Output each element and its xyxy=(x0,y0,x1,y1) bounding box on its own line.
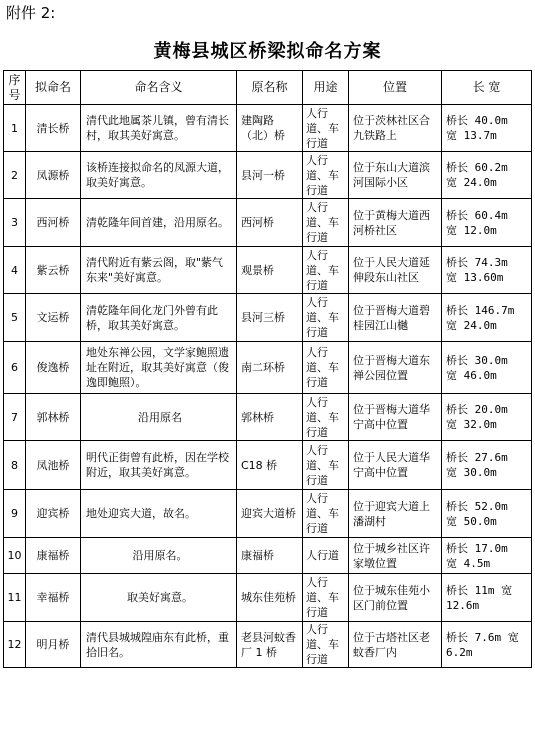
table-row xyxy=(4,490,532,538)
location: 位于人民大道延伸段东山社区 xyxy=(349,247,442,294)
header-size: 长 宽 xyxy=(442,71,532,105)
length: 桥长 60.2m xyxy=(446,161,508,174)
usage: 人行道、车行道 xyxy=(303,105,349,152)
table-header-row xyxy=(4,71,532,105)
row-number: 3 xyxy=(4,199,26,247)
proposed-name: 紫云桥 xyxy=(26,247,81,294)
proposed-name: 俊逸桥 xyxy=(26,342,81,394)
table-row xyxy=(4,574,532,622)
size xyxy=(442,441,532,490)
usage: 人行道、车行道 xyxy=(303,490,349,538)
annex-label: 附件 2: xyxy=(6,4,56,22)
original-name: 建陶路（北）桥 xyxy=(237,105,303,152)
usage: 人行道、车行道 xyxy=(303,199,349,247)
length: 桥长 30.0m xyxy=(446,353,508,367)
proposed-name: 凤池桥 xyxy=(26,441,81,490)
original-name: 县河三桥 xyxy=(237,294,303,342)
table-row xyxy=(4,294,532,342)
proposed-name: 文运桥 xyxy=(26,294,81,342)
proposed-name: 康福桥 xyxy=(26,538,81,574)
location: 位于晋梅大道碧桂园江山樾 xyxy=(349,294,442,342)
row-number: 4 xyxy=(4,247,26,294)
width: 宽 24.0m xyxy=(446,176,497,189)
location: 位于晋梅大道华宁高中位置 xyxy=(349,394,442,441)
naming-meaning: 清乾隆年间首建，沿用原名。 xyxy=(81,199,237,247)
row-number: 6 xyxy=(4,342,26,394)
size xyxy=(442,105,532,152)
header-usage: 用途 xyxy=(303,71,349,105)
original-name: 城东佳苑桥 xyxy=(237,574,303,622)
usage: 人行道、车行道 xyxy=(303,394,349,441)
width: 宽 46.0m xyxy=(446,368,497,382)
location: 位于东山大道滨河国际小区 xyxy=(349,152,442,199)
length: 桥长 7.6m 宽 xyxy=(446,630,519,644)
row-number: 1 xyxy=(4,105,26,152)
usage: 人行道 xyxy=(303,538,349,574)
table-row xyxy=(4,441,532,490)
naming-meaning: 沿用原名 xyxy=(81,394,237,441)
usage: 人行道、车行道 xyxy=(303,152,349,199)
size xyxy=(442,342,532,394)
table-row xyxy=(4,152,532,199)
location: 位于城东佳苑小区门前位置 xyxy=(349,574,442,622)
usage: 人行道、车行道 xyxy=(303,574,349,622)
width: 宽 4.5m xyxy=(446,556,491,570)
width: 宽 30.0m xyxy=(446,466,497,479)
naming-meaning: 该桥连接拟命名的凤源大道，取美好寓意。 xyxy=(81,152,237,199)
size xyxy=(442,490,532,538)
proposed-name: 郭林桥 xyxy=(26,394,81,441)
original-name: C18 桥 xyxy=(237,441,303,490)
proposed-name: 凤源桥 xyxy=(26,152,81,199)
table-row xyxy=(4,199,532,247)
width: 宽 32.0m xyxy=(446,418,497,431)
header-proposed-name: 拟命名 xyxy=(26,71,81,105)
size xyxy=(442,394,532,441)
row-number: 2 xyxy=(4,152,26,199)
usage: 人行道、车行道 xyxy=(303,622,349,668)
usage: 人行道、车行道 xyxy=(303,441,349,490)
row-number: 8 xyxy=(4,441,26,490)
naming-meaning: 沿用原名。 xyxy=(81,538,237,574)
row-number: 12 xyxy=(4,622,26,668)
location: 位于迎宾大道上潘湖村 xyxy=(349,490,442,538)
row-number: 7 xyxy=(4,394,26,441)
original-name: 西河桥 xyxy=(237,199,303,247)
row-number: 5 xyxy=(4,294,26,342)
naming-meaning: 地处东禅公园，文学家鲍照遗址在附近，取其美好寓意（俊逸即鲍照）。 xyxy=(81,342,237,394)
table-row xyxy=(4,105,532,152)
size xyxy=(442,294,532,342)
proposed-name: 明月桥 xyxy=(26,622,81,668)
width: 宽 24.0m xyxy=(446,318,497,332)
table-row xyxy=(4,247,532,294)
width: 宽 13.60m xyxy=(446,271,504,284)
location: 位于城乡社区许家墩位置 xyxy=(349,538,442,574)
width: 宽 13.7m xyxy=(446,129,497,142)
size xyxy=(442,622,532,668)
table-row xyxy=(4,342,532,394)
original-name: 老县河蚊香厂 1 桥 xyxy=(237,622,303,668)
length: 桥长 60.4m xyxy=(446,208,508,222)
original-name: 县河一桥 xyxy=(237,152,303,199)
size xyxy=(442,199,532,247)
proposed-name: 清长桥 xyxy=(26,105,81,152)
usage: 人行道、车行道 xyxy=(303,294,349,342)
naming-meaning: 清代县城城隍庙东有此桥，重拾旧名。 xyxy=(81,622,237,668)
width: 6.2m xyxy=(446,645,473,659)
length: 桥长 74.3m xyxy=(446,256,508,269)
size xyxy=(442,247,532,294)
header-no-line1: 序 xyxy=(8,72,21,87)
original-name: 观景桥 xyxy=(237,247,303,294)
original-name: 郭林桥 xyxy=(237,394,303,441)
length: 桥长 27.6m xyxy=(446,451,508,464)
naming-meaning: 明代正街曾有此桥，因在学校附近，取其美好寓意。 xyxy=(81,441,237,490)
naming-meaning: 清代此地属茶儿镇，曾有清长村，取其美好寓意。 xyxy=(81,105,237,152)
naming-meaning: 清乾隆年间化龙门外曾有此桥，取其美好寓意。 xyxy=(81,294,237,342)
row-number: 11 xyxy=(4,574,26,622)
naming-meaning: 地处迎宾大道，故名。 xyxy=(81,490,237,538)
bridge-naming-table xyxy=(3,70,532,668)
original-name: 康福桥 xyxy=(237,538,303,574)
location: 位于古塔社区老蚊香厂内 xyxy=(349,622,442,668)
original-name: 迎宾大道桥 xyxy=(237,490,303,538)
table-row xyxy=(4,394,532,441)
size xyxy=(442,152,532,199)
original-name: 南二环桥 xyxy=(237,342,303,394)
naming-meaning: 取美好寓意。 xyxy=(81,574,237,622)
header-no-line2: 号 xyxy=(8,87,21,102)
width: 宽 12.0m xyxy=(446,223,497,237)
table-row xyxy=(4,622,532,668)
size xyxy=(442,574,532,622)
proposed-name: 幸福桥 xyxy=(26,574,81,622)
header-location: 位置 xyxy=(349,71,442,105)
page-title: 黄梅县城区桥梁拟命名方案 xyxy=(153,41,382,62)
length: 桥长 11m 宽 xyxy=(446,583,513,597)
proposed-name: 西河桥 xyxy=(26,199,81,247)
location: 位于茨林社区合九铁路上 xyxy=(349,105,442,152)
table-row xyxy=(4,538,532,574)
header-no xyxy=(4,71,26,105)
usage: 人行道、车行道 xyxy=(303,342,349,394)
location: 位于黄梅大道西河桥社区 xyxy=(349,199,442,247)
proposed-name: 迎宾桥 xyxy=(26,490,81,538)
length: 桥长 146.7m xyxy=(446,303,515,317)
width: 12.6m xyxy=(446,598,480,612)
width: 宽 50.0m xyxy=(446,514,497,528)
header-meaning: 命名含义 xyxy=(81,71,237,105)
usage: 人行道、车行道 xyxy=(303,247,349,294)
length: 桥长 52.0m xyxy=(446,499,508,513)
naming-meaning: 清代附近有紫云阁，取"紫气东来"美好寓意。 xyxy=(81,247,237,294)
length: 桥长 17.0m xyxy=(446,541,508,555)
length: 桥长 20.0m xyxy=(446,403,508,416)
location: 位于晋梅大道东禅公园位置 xyxy=(349,342,442,394)
header-original-name: 原名称 xyxy=(237,71,303,105)
size xyxy=(442,538,532,574)
location: 位于人民大道华宁高中位置 xyxy=(349,441,442,490)
length: 桥长 40.0m xyxy=(446,114,508,127)
row-number: 10 xyxy=(4,538,26,574)
row-number: 9 xyxy=(4,490,26,538)
